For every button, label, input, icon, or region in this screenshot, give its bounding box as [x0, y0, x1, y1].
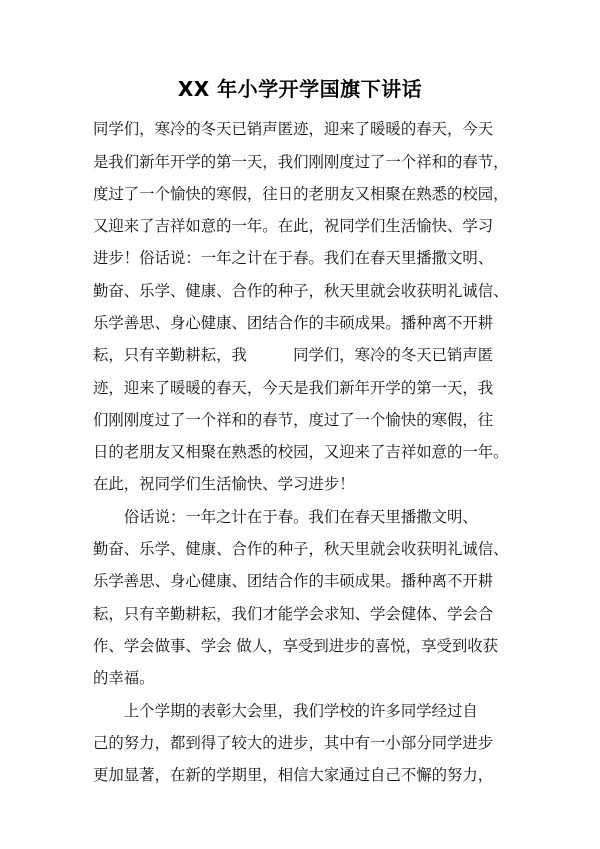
text-line: 勤奋、乐学、健康、合作的种子，秋天里就会收获明礼诚信、 — [93, 282, 509, 300]
text-line: 是我们新年开学的第一天，我们刚刚度过了一个祥和的春节， — [93, 153, 509, 171]
text-line: 上个学期的表彰大会里，我们学校的许多同学经过自 — [93, 702, 478, 720]
document-title: XX 年小学开学国旗下讲话 — [177, 77, 423, 101]
text-line: 又迎来了吉祥如意的一年。在此，祝同学们生活愉快、学习 — [93, 217, 494, 235]
text-line: 乐学善思、身心健康、团结合作的丰硕成果。播种离不开耕 — [93, 572, 494, 590]
text-line: 日的老朋友又相聚在熟悉的校园，又迎来了吉祥如意的一年。 — [93, 443, 509, 461]
text-line: 勤奋、乐学、健康、合作的种子，秋天里就会收获明礼诚信、 — [93, 540, 509, 558]
text-line: 的幸福。 — [93, 669, 155, 687]
text-line: 更加显著，在新的学期里，相信大家通过自己不懈的努力， — [93, 766, 494, 784]
text-line: 度过了一个愉快的寒假，往日的老朋友又相聚在熟悉的校园， — [93, 185, 509, 203]
text-line: 作、学会做事、学会 做人，享受到进步的喜悦，享受到收获 — [93, 637, 499, 655]
text-line: 乐学善思、身心健康、团结合作的丰硕成果。播种离不开耕 — [93, 314, 494, 332]
text-line: 进步！俗话说：一年之计在于春。我们在春天里播撒文明、 — [93, 249, 494, 267]
text-line: 迹，迎来了暖暖的春天，今天是我们新年开学的第一天，我 — [93, 379, 494, 397]
text-line: 耘，只有辛勤耕耘，我 同学们，寒冷的冬天已销声匿 — [93, 346, 494, 364]
text-line: 俗话说：一年之计在于春。我们在春天里播撒文明、 — [93, 508, 478, 526]
text-line: 耘，只有辛勤耕耘，我们才能学会求知、学会健体、学会合 — [93, 605, 494, 623]
text-line: 同学们，寒冷的冬天已销声匿迹，迎来了暖暖的春天，今天 — [93, 120, 494, 138]
text-line: 们刚刚度过了一个祥和的春节，度过了一个愉快的寒假，往 — [93, 411, 494, 429]
text-line: 己的努力，都到得了较大的进步，其中有一小部分同学进步 — [93, 734, 494, 752]
text-line: 在此，祝同学们生活愉快、学习进步！ — [93, 475, 355, 493]
